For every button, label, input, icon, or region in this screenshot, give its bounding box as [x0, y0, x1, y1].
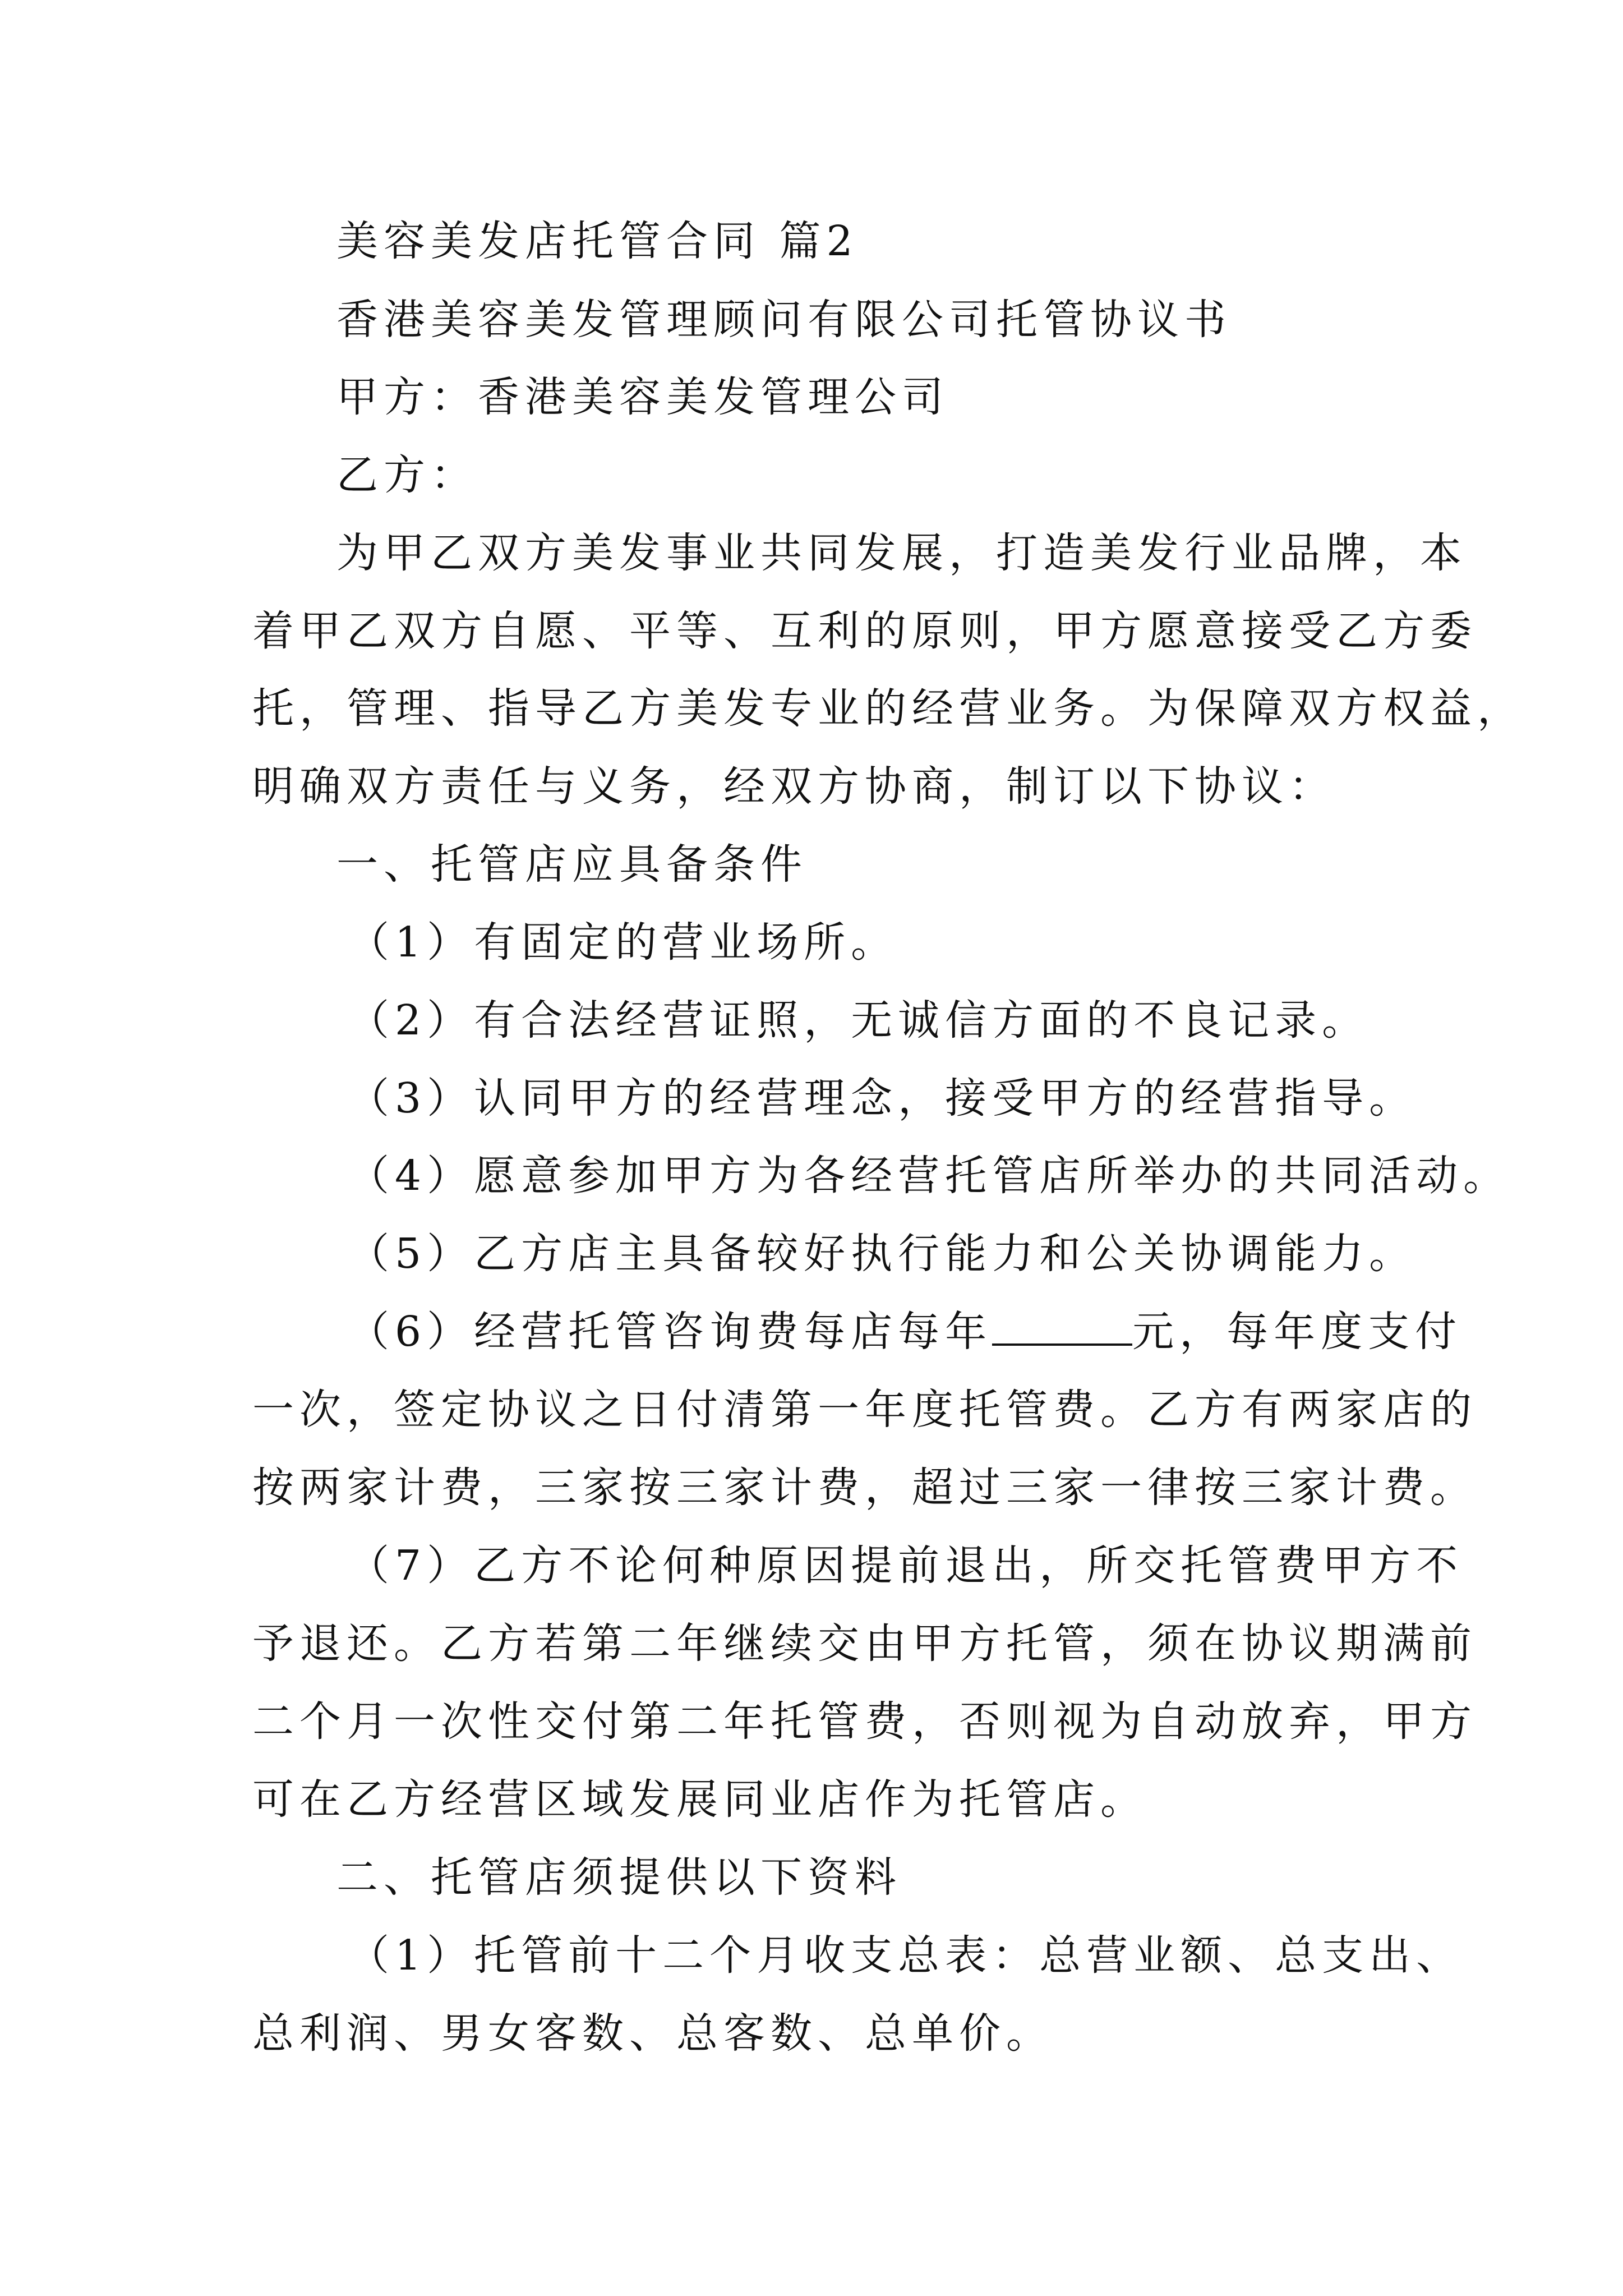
section1-item7-line: 二个月一次性交付第二年托管费，否则视为自动放弃，甲方 [252, 1697, 1477, 1746]
section1-item: （1）有固定的营业场所。 [348, 918, 898, 967]
intro-line: 着甲乙双方自愿、平等、互利的原则，甲方愿意接受乙方委 [252, 607, 1477, 655]
section1-item7-line: 予退还。乙方若第二年继续交由甲方托管，须在协议期满前 [252, 1619, 1477, 1668]
section1-item: （5）乙方店主具备较好执行能力和公关协调能力。 [348, 1230, 1417, 1278]
intro-line: 为甲乙双方美发事业共同发展，打造美发行业品牌，本 [336, 529, 1467, 577]
item6-text-before-blank: （6）经营托管咨询费每店每年 [348, 1308, 993, 1356]
document-heading: 美容美发店托管合同 篇2 [336, 217, 859, 265]
party-b: 乙方： [336, 451, 478, 499]
section1-title: 一、托管店应具备条件 [336, 840, 808, 889]
section1-item: （2）有合法经营证照，无诚信方面的不良记录。 [348, 996, 1370, 1045]
document-subtitle: 香港美容美发管理顾问有限公司托管协议书 [336, 296, 1232, 344]
intro-line: 明确双方责任与义务，经双方协商，制订以下协议： [252, 762, 1336, 811]
section1-item6-line: 一次，签定协议之日付清第一年度托管费。乙方有两家店的 [252, 1386, 1477, 1434]
section1-item7-line: 可在乙方经营区域发展同业店作为托管店。 [252, 1775, 1147, 1824]
section1-item6-line: 按两家计费，三家按三家计费，超过三家一律按三家计费。 [252, 1464, 1477, 1512]
section1-item6-first-line [348, 1304, 1462, 1360]
section1-item: （4）愿意参加甲方为各经营托管店所举办的共同活动。 [348, 1152, 1511, 1200]
section1-item7-line: （7）乙方不论何种原因提前退出，所交托管费甲方不 [348, 1542, 1464, 1590]
section2-item1-line: （1）托管前十二个月收支总表：总营业额、总支出、 [348, 1931, 1464, 1980]
item6-text-after-blank: 元，每年度支付 [1132, 1308, 1463, 1356]
section2-item1-line: 总利润、男女客数、总客数、总单价。 [252, 2009, 1053, 2058]
section2-title: 二、托管店须提供以下资料 [336, 1853, 902, 1902]
intro-line: 托，管理、指导乙方美发专业的经营业务。为保障双方权益， [252, 684, 1524, 733]
section1-item: （3）认同甲方的经营理念，接受甲方的经营指导。 [348, 1074, 1417, 1122]
fee-blank-field[interactable] [992, 1309, 1132, 1346]
party-a: 甲方：香港美容美发管理公司 [336, 373, 949, 421]
